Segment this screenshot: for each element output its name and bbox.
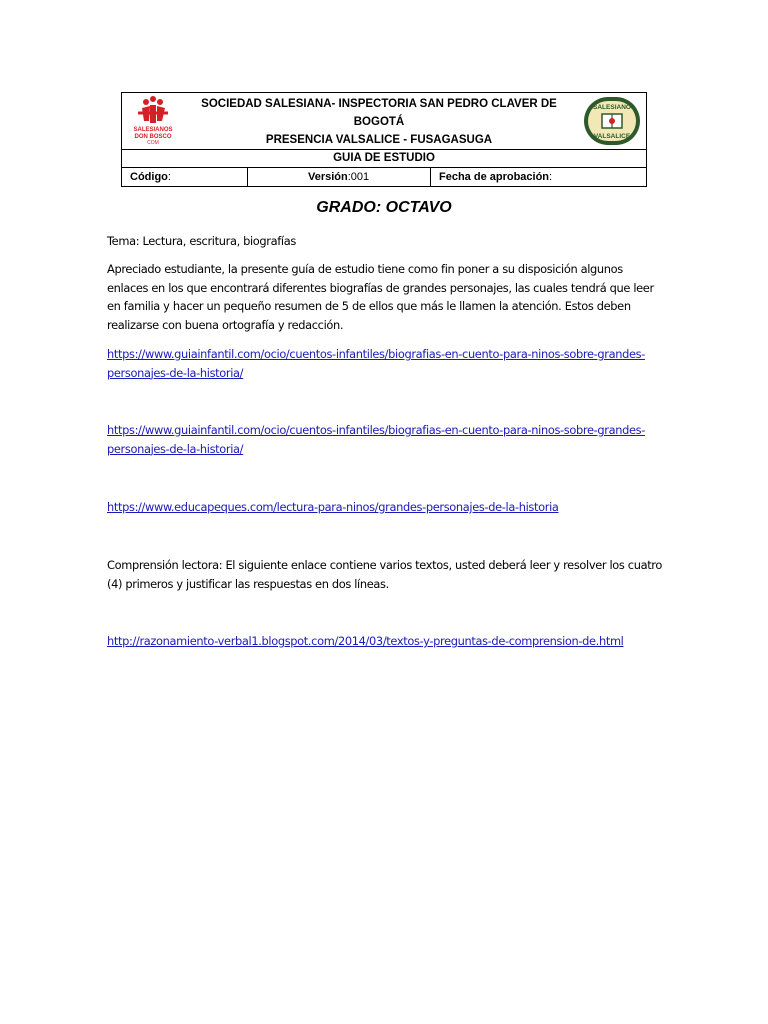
institution-heading	[182, 93, 576, 149]
institution-line-1: SOCIEDAD SALESIANA- INSPECTORIA SAN PEDRO CLAVER DE BOGOTÁ	[201, 98, 557, 128]
version-cell	[248, 168, 431, 186]
fecha-label: Fecha de aprobación	[439, 171, 550, 183]
comprension-paragraph: Comprensión lectora: El siguiente enlace contiene varios textos, usted deberá leer y resolver los cuatro (4) primeros y justificar las respuestas en dos líneas.	[107, 558, 663, 591]
intro-paragraph: Apreciado estudiante, la presente guía de estudio tiene como fin poner a su disposición algunos enlaces en los que encontrará diferentes biografías de grandes personajes, las cuales tendrá que leer en familia y hacer un pequeño resumen de 5 de ellos que más le llamen la atención. Estos deben realizarse con buena ortografía y redacción.	[107, 262, 654, 332]
fecha-value: :	[549, 171, 553, 183]
svg-text:DON BOSCO: DON BOSCO	[134, 134, 172, 140]
version-label: Versión	[308, 171, 348, 183]
tema-line: Tema: Lectura, escritura, biografías	[107, 234, 296, 248]
link-educapeques[interactable]: https://www.educapeques.com/lectura-para-ninos/grandes-personajes-de-la-historia	[107, 500, 559, 514]
version-value: :001	[347, 171, 370, 183]
grade-heading: GRADO: OCTAVO	[316, 199, 452, 216]
codigo-cell	[122, 168, 248, 186]
header-top-row	[122, 93, 646, 150]
codigo-value: :	[167, 171, 171, 183]
header-table	[121, 92, 647, 187]
salesianos-logo	[122, 93, 182, 149]
link-razonamiento-verbal[interactable]: http://razonamiento-verbal1.blogspot.com/2014/03/textos-y-preguntas-de-comprension-de.html	[107, 634, 624, 648]
fecha-cell	[431, 168, 646, 186]
codigo-label: Código	[130, 171, 168, 183]
institution-line-2: PRESENCIA VALSALICE - FUSAGASUGA	[265, 134, 493, 146]
meta-row	[122, 168, 646, 186]
svg-text:SALESIANOS: SALESIANOS	[133, 127, 173, 133]
svg-text:SALESIANO: SALESIANO	[593, 104, 631, 111]
link-guiainfantil-1[interactable]: https://www.guiainfantil.com/ocio/cuentos-infantiles/biografias-en-cuento-para-ninos-sobre-grandes-personajes-de-la-historia/	[107, 347, 645, 380]
svg-text:VALSALICE: VALSALICE	[593, 133, 631, 140]
link-guiainfantil-2[interactable]: https://www.guiainfantil.com/ocio/cuentos-infantiles/biografias-en-cuento-para-ninos-sobre-grandes-personajes-de-la-historia/	[107, 423, 645, 456]
svg-text:COM: COM	[147, 140, 159, 146]
guide-title: GUIA DE ESTUDIO	[122, 150, 646, 168]
valsalice-logo	[576, 93, 646, 149]
